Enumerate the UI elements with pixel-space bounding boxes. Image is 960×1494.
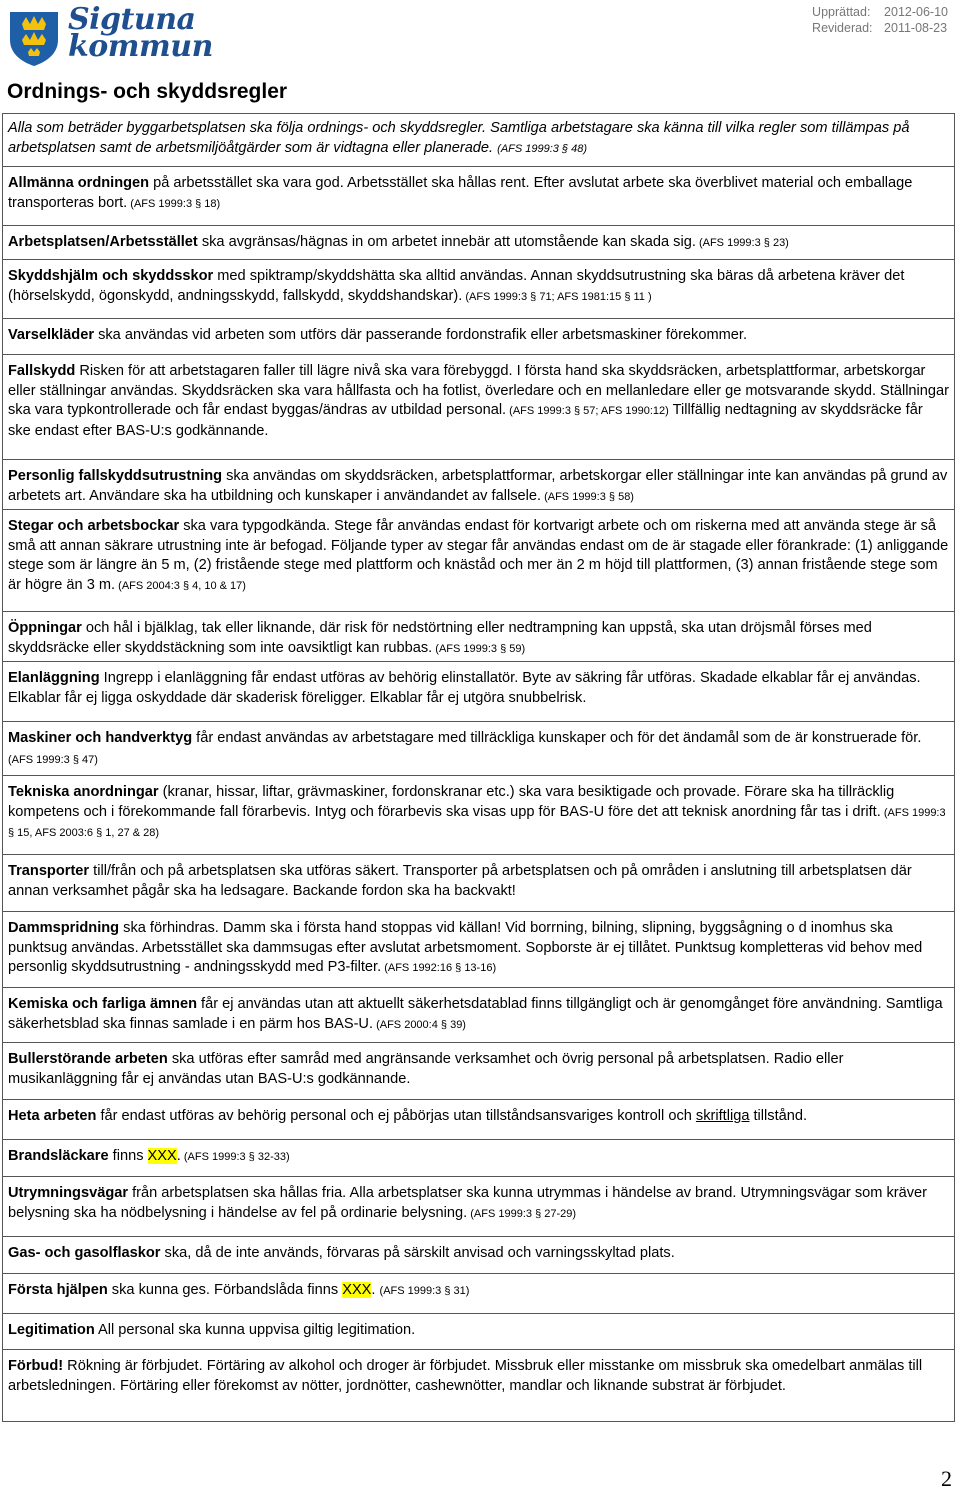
rule-reference: (AFS 1999:3 § 58) bbox=[541, 490, 634, 503]
rule-section bbox=[2, 355, 955, 460]
rule-section bbox=[2, 1177, 955, 1237]
rule-reference: (AFS 1992:16 § 13-16) bbox=[381, 962, 497, 975]
rule-text-tail: tillstånd. bbox=[749, 1108, 808, 1124]
rule-reference: (AFS 1999:3 § 57; AFS 1990:12) bbox=[506, 405, 669, 418]
rule-highlight-placeholder: XXX bbox=[147, 1148, 177, 1164]
rule-heading: Öppningar bbox=[8, 620, 82, 636]
rule-text: ska kunna ges. Förbandslåda finns bbox=[107, 1282, 343, 1298]
rule-text-tail: . bbox=[176, 1148, 181, 1164]
rule-reference: (AFS 1999:3 § 47) bbox=[8, 753, 98, 766]
rule-text: (kranar, hissar, liftar, grävmaskiner, fordonskranar etc.) ska vara besiktigade och provade. Förare ska ha tillräcklig kompetens och i förekommande fall förarbevis. Intyg och förarbevis ska visas upp för BAS-U före det att teknisk anordning får tas i drift. bbox=[8, 784, 895, 820]
revised-date: 2011-08-23 bbox=[884, 21, 948, 35]
rule-section bbox=[2, 912, 955, 988]
rule-text: ska förhindras. Damm ska i första hand stoppas vid källan! Vid borrning, bilning, slipning, byggsågning o d inomhus ska punktsug användas. Arbetsstället ska dammsugas efter avslutat arbetsmoment. Sopborste är ej tillåtet. Punktsug kompletteras vid behov med personlig skyddsutrustning - andningsskydd med P3-filter. bbox=[8, 920, 923, 976]
rule-section bbox=[2, 167, 955, 226]
rule-section bbox=[2, 319, 955, 355]
rule-reference: (AFS 1999:3 § 71; AFS 1981:15 § 11 ) bbox=[462, 290, 652, 303]
rule-highlight-placeholder: XXX bbox=[342, 1282, 372, 1298]
rule-section bbox=[2, 1043, 955, 1100]
rule-text: ska vara typgodkända. Stege får användas endast för kortvarigt arbete och om riskerna med att använda stege är så små att annan säkrare utrustning inte är befogad. Följande typer av stegar får användas endast om de är stagade eller förankrade: (1) anliggande stege som är längre än 5 m, (2) fristående stege med plattform och knäståd och mer än 2 m höjd till plattformen, (3) annan fristående stege som är högre än 3 m. bbox=[8, 518, 949, 593]
page-title: Ordnings- och skyddsregler bbox=[7, 80, 288, 103]
page-number: 2 bbox=[941, 1466, 952, 1491]
rule-section bbox=[2, 510, 955, 612]
rule-heading: Legitimation bbox=[8, 1322, 95, 1338]
rule-section bbox=[2, 776, 955, 855]
rule-text: med spiktramp/skyddshätta ska alltid användas. Annan skyddsutrustning ska bäras då arbetena kräver det (hörselskydd, ögonskydd, andningsskydd, fallskydd, skyddshandskar). bbox=[8, 268, 905, 304]
rule-reference: (AFS 1999:3 § 32-33) bbox=[180, 1151, 290, 1163]
rule-text: ska utföras efter samråd med angränsande verksamhet och övrig personal på arbetsplatsen. Radio eller musikanläggning får ej användas utan BAS-U:s godkännande. bbox=[8, 1051, 844, 1087]
rule-text: ska användas vid arbeten som utförs där passerande fordonstrafik eller arbetsmaskiner förekommer. bbox=[94, 327, 747, 343]
sigtuna-kommun-logo bbox=[8, 2, 213, 66]
rule-text: på arbetsstället ska vara god. Arbetsstället ska hållas rent. Efter avslutat arbete ska överblivet material och emballage transporteras bort. bbox=[8, 175, 913, 211]
rule-section bbox=[2, 1140, 955, 1177]
rule-reference: (AFS 2000:4 § 39) bbox=[373, 1018, 466, 1031]
rule-heading: Maskiner och handverktyg bbox=[8, 730, 193, 746]
rule-reference: (AFS 1999:3 § 31) bbox=[379, 1285, 470, 1297]
rule-section bbox=[2, 460, 955, 510]
created-label: Upprättad: bbox=[812, 5, 871, 19]
rule-heading: Gas- och gasolflaskor bbox=[8, 1245, 161, 1261]
rule-section bbox=[2, 1100, 955, 1140]
rule-section bbox=[2, 260, 955, 319]
rule-text: får endast utföras av behörig personal och ej påbörjas utan tillståndsansvariges kontroll och bbox=[96, 1108, 696, 1124]
rule-heading: Bullerstörande arbeten bbox=[8, 1051, 168, 1067]
rule-text-tail: Tillfällig nedtagning av skyddsräcke får ske endast efter BAS-U:s godkännande. bbox=[8, 402, 923, 439]
rule-section bbox=[2, 612, 955, 662]
rule-text: Rökning är förbjudet. Förtäring av alkohol och droger är förbjudet. Missbruk eller misstanke om missbruk ska omedelbart anmälas till arbetsledningen. Förtäring eller förekomst av nötter, jordnötter, cashewnötter, mandlar och liknande substrat är förbjudet. bbox=[8, 1358, 923, 1394]
rule-section bbox=[2, 1237, 955, 1274]
rule-section bbox=[2, 1314, 955, 1350]
rule-heading: Brandsläckare bbox=[8, 1148, 109, 1164]
rule-section bbox=[2, 988, 955, 1043]
logo-line-2: kommun bbox=[68, 29, 213, 64]
rule-heading: Utrymningsvägar bbox=[8, 1185, 129, 1201]
rule-heading: Transporter bbox=[8, 863, 90, 879]
rule-text: från arbetsplatsen ska hållas fria. Alla arbetsplatser ska kunna utrymmas i händelse av brand. Utrymningsvägar som kräver belysning ska ha nödbelysning i händelse av fel på ordinarie belysning. bbox=[8, 1185, 928, 1221]
rule-heading: Heta arbeten bbox=[8, 1108, 97, 1124]
rule-heading: Elanläggning bbox=[8, 670, 100, 686]
rule-text: ska, då de inte används, förvaras på särskilt anvisad och varningsskyltad plats. bbox=[160, 1245, 675, 1261]
rule-heading: Allmänna ordningen bbox=[8, 175, 150, 191]
rule-heading: Varselkläder bbox=[8, 327, 95, 343]
rule-section bbox=[2, 226, 955, 260]
created-date: 2012-06-10 bbox=[884, 5, 948, 19]
rule-reference: (AFS 1999:3 § 59) bbox=[432, 642, 526, 655]
rule-reference: (AFS 1999:3 § 15, AFS 2003:6 § 1, 27 & 28) bbox=[8, 806, 946, 840]
rule-heading: Fallskydd bbox=[8, 363, 76, 379]
rule-text: All personal ska kunna uppvisa giltig legitimation. bbox=[94, 1322, 416, 1338]
rule-heading: Skyddshjälm och skyddsskor bbox=[8, 268, 214, 284]
revised-label: Reviderad: bbox=[812, 21, 873, 35]
intro-text: Alla som beträder byggarbetsplatsen ska följa ordnings- och skyddsregler. Samtliga arbetstagare ska känna till vilka regler som tillämpas på arbetsplatsen samt de arbetsmiljöåtgärder som är vidtagna eller planerade. bbox=[8, 120, 910, 156]
rule-section bbox=[2, 1350, 955, 1422]
intro-ref: (AFS 1999:3 § 48) bbox=[497, 142, 588, 155]
rule-section bbox=[2, 855, 955, 912]
rule-text: får endast användas av arbetstagare med tillräckliga kunskaper och för det ändamål som de är konstruerade för. bbox=[192, 730, 922, 746]
document-dates bbox=[812, 4, 948, 36]
rule-underlined-text: skriftliga bbox=[695, 1108, 750, 1124]
rule-section bbox=[2, 1274, 955, 1314]
coat-of-arms-icon bbox=[8, 4, 60, 66]
rule-text: Ingrepp i elanläggning får endast utföras av behörig elinstallatör. Byte av säkring får utföras. Skadade elkablar får ej användas. Elkablar får ej ligga oskyddade där skaderisk föreligger. Elkablar får ej utgöra snubbelrisk. bbox=[8, 670, 921, 706]
rule-heading: Stegar och arbetsbockar bbox=[8, 518, 180, 534]
rule-text: får ej användas utan att aktuellt säkerhetsdatablad finns tillgängligt och är genomgånget före användning. Samtliga säkerhetsblad ska finnas samlade i en pärm hos BAS-U. bbox=[8, 996, 943, 1032]
rule-reference: (AFS 1999:3 § 23) bbox=[695, 237, 789, 249]
rule-heading: Kemiska och farliga ämnen bbox=[8, 996, 197, 1012]
rule-text: Risken för att arbetstagaren faller till lägre nivå ska vara förebyggd. I första hand ska skyddsräcken, arbetsplattformar, arbetskorgar eller ställningar användas. Skyddsräcken ska vara hållfasta och ha fotlist, överledare och en mellanledare eller ge motsvarande skydd. Ställningar ska vara typkontrollerade och får endast byggas/ändras av utbildad personal. bbox=[8, 363, 950, 419]
rule-heading: Tekniska anordningar bbox=[8, 784, 159, 800]
rule-heading: Personlig fallskyddsutrustning bbox=[8, 468, 223, 484]
rule-text: till/från och på arbetsplatsen ska utföras säkert. Transporter på arbetsplatsen och på områden i anslutning till arbetsplatsen där annan verksamhet pågår ska ha ledsagare. Backande fordon ska ha backvakt! bbox=[8, 863, 912, 899]
rule-text-tail: . bbox=[371, 1282, 380, 1298]
rule-reference: (AFS 1999:3 § 18) bbox=[127, 197, 221, 210]
rule-text: finns bbox=[108, 1148, 148, 1164]
rule-heading: Arbetsplatsen/Arbetsstället bbox=[8, 234, 198, 250]
rule-reference: (AFS 1999:3 § 27-29) bbox=[467, 1207, 577, 1220]
rule-heading: Förbud! bbox=[8, 1358, 64, 1374]
rule-text: ska användas om skyddsräcken, arbetsplattformar, arbetskorgar eller ställningar inte kan användas på grund av arbetets art. Användare ska ha utbildning och kunskaper i användandet av fallsele. bbox=[8, 468, 948, 504]
rule-section bbox=[2, 662, 955, 722]
intro-box bbox=[2, 113, 955, 167]
rule-heading: Första hjälpen bbox=[8, 1282, 108, 1298]
rule-text: ska avgränsas/hägnas in om arbetet innebär att utomstående kan skada sig. bbox=[197, 234, 696, 250]
rule-heading: Dammspridning bbox=[8, 920, 120, 936]
logo-line-1: Sigtuna bbox=[68, 2, 196, 37]
rule-text: och hål i bjälklag, tak eller liknande, där risk för nedstörtning eller nedtrampning kan uppstå, ska utan dröjsmål förses med skyddsräcke eller skyddstäckning som inte oavsiktligt kan rubbas. bbox=[8, 620, 872, 656]
rule-section bbox=[2, 722, 955, 776]
rule-reference: (AFS 2004:3 § 4, 10 & 17) bbox=[115, 579, 246, 592]
